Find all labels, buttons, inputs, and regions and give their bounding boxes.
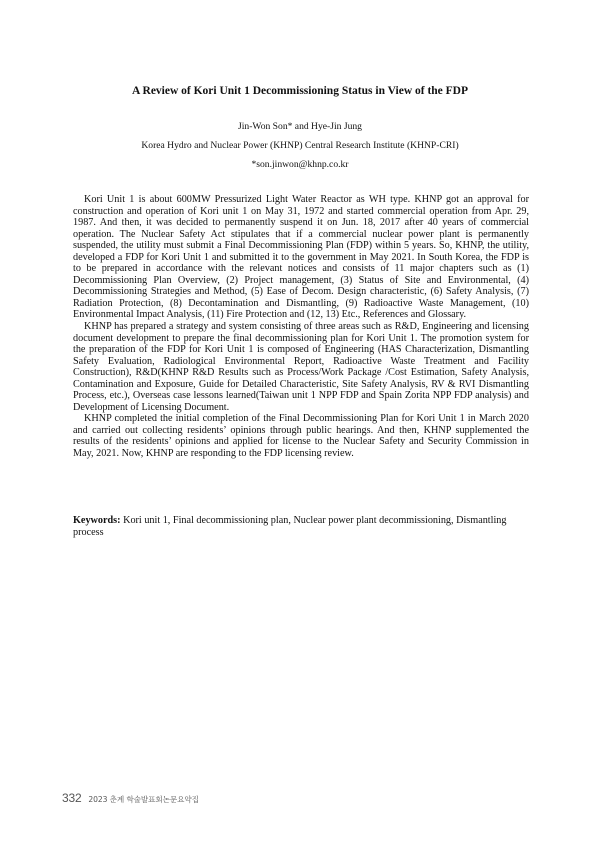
keywords-list: Kori unit 1, Final decommissioning plan, Nuclear power plant decommissioning, Dismantling process <box>73 515 507 538</box>
paper-title: A Review of Kori Unit 1 Decommissioning Status in View of the FDP <box>131 85 469 97</box>
author-list: Jin-Won Son* and Hye-Jin Jung <box>238 121 362 132</box>
abstract-paragraph-3: KHNP completed the initial completion of the Final Decommissioning Plan for Kori Unit 1 in March 2020 and carried out collecting residents’ opinions through public hearings. And then, KHNP supplemented the results of the residents’ opinions and applied for license to the Nuclear Safety and Security Commission in May, 2021. Now, KHNP are responding to the FDP licensing review. <box>73 413 529 460</box>
proceedings-name: 2023 춘계 학술발표회논문요약집 <box>88 795 199 804</box>
corresponding-email: *son.jinwon@khnp.co.kr <box>251 159 349 170</box>
abstract-body <box>73 194 529 460</box>
abstract-paragraph-2: KHNP has prepared a strategy and system consisting of three areas such as R&D, Engineering and licensing document development to prepare the final decommissioning plan for Kori Unit 1. The promotion system for the preparation of the FDP for Kori Unit 1 is composed of Engineering (HAS Characterization, Dismantling Safety Evaluation, Radiological Environmental Report, Radioactive Waste Treatment and Facility Construction), R&D(KHNP R&D Results such as Process/Work Package /Cost Estimation, Safety Analysis, Contamination and Exposure, Guide for Detailed Characteristic, Site Safety Analysis, RV & RVI Dismantling Process, etc.), Overseas case lessons learned(Taiwan unit 1 NPP FDP and Spain Zorita NPP FDP analysis) and Development of Licensing Document. <box>73 321 529 413</box>
keywords-section <box>73 515 529 538</box>
page-number: 332 <box>62 791 82 805</box>
abstract-paragraph-1: Kori Unit 1 is about 600MW Pressurized Light Water Reactor as WH type. KHNP got an approval for construction and operation of Kori unit 1 on May 31, 1972 and started commercial operation from Apr. 29, 1987. And then, it was decided to permanently suspend it on Jun. 18, 2017 after 40 years of commercial operation. The Nuclear Safety Act stipulates that if a commercial nuclear power plant is permanently suspended, the utility must submit a Final Decommissioning Plan (FDP) within 5 years. So, KHNP, the utility, developed a FDP for Kori Unit 1 and submitted it to the government in May 2021. In South Korea, the FDP is to be prepared in accordance with the relevant notices and consists of 11 major chapters such as (1) Decommissioning Plan Overview, (2) Project management, (3) Status of Site and Environmental, (4) Decommissioning Strategies and Method, (5) Ease of Decom. Design characteristic, (6) Safety Analysis, (7) Radiation Protection, (8) Decontamination and Dismantling, (9) Radioactive Waste Management, (10) Environmental Impact Analysis, (11) Fire Protection and (12, 13) Etc., References and Glossary. <box>73 194 529 321</box>
affiliation: Korea Hydro and Nuclear Power (KHNP) Central Research Institute (KHNP-CRI) <box>141 140 459 151</box>
page-footer <box>62 791 199 807</box>
keywords-label: Keywords: <box>73 515 121 526</box>
